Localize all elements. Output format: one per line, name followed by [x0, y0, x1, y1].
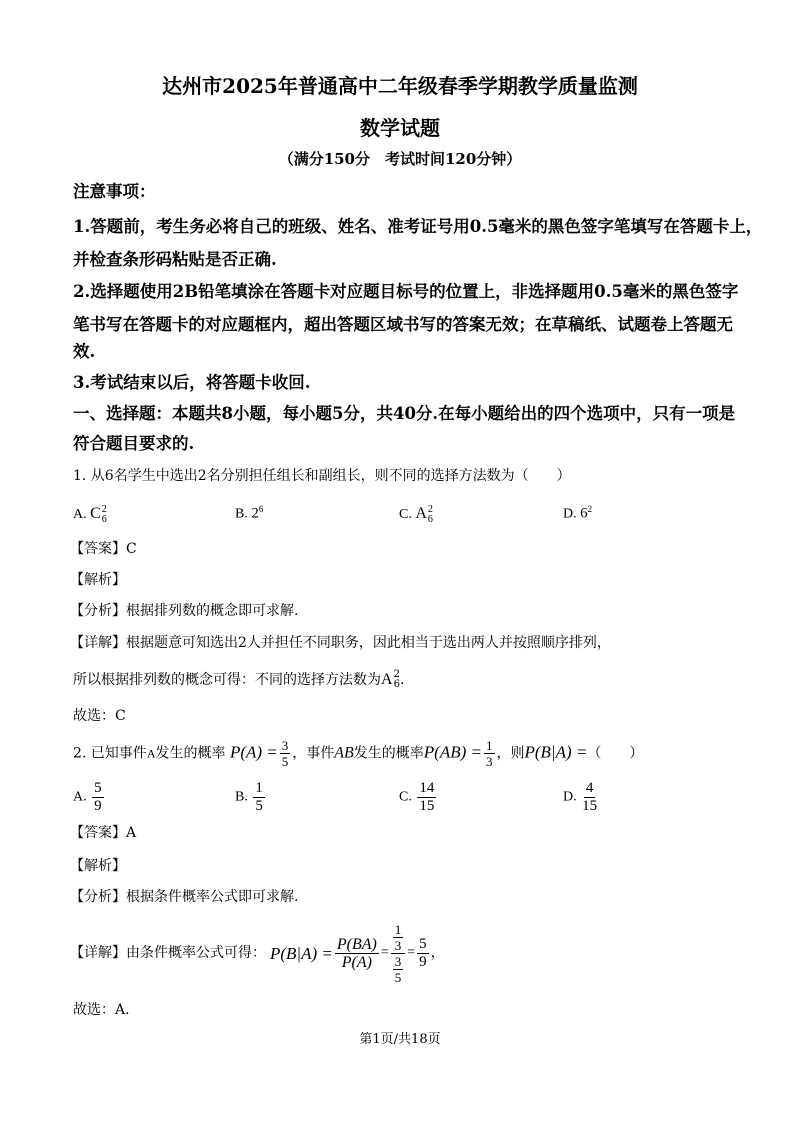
q2-detail [70, 918, 445, 988]
math-sup: 2 [393, 669, 400, 680]
fraction [484, 738, 495, 769]
math-sub: 6 [393, 679, 400, 690]
denominator: 3 [394, 937, 402, 953]
notice-line: 3.考试结束以后，将答题卡收回. [73, 373, 311, 392]
detail-text: 【详解】由条件概率公式可得： [70, 945, 266, 961]
page-number: 第1页/共18页 [359, 1032, 441, 1047]
option-sup: 2 [101, 504, 107, 515]
numerator: 1 [486, 738, 493, 753]
q1-conclusion: 故选：C [73, 708, 126, 724]
question-1-stem: 1. 从6名学生中选出2名分别担任组长和副组长，则不同的选择方法数为（ ） [73, 468, 571, 484]
option-sup: 6 [258, 504, 264, 514]
denominator: 3 [486, 754, 493, 769]
denominator: 5 [255, 798, 263, 814]
denominator: 5 [281, 754, 289, 769]
q1-option-a [73, 505, 107, 525]
stem-text: 发生的概率 [353, 745, 424, 762]
q2-fenxi: 【分析】根据条件概率公式即可求解. [70, 889, 299, 905]
numerator: 3 [281, 738, 289, 753]
option-base: A [415, 505, 427, 523]
denominator: 9 [94, 798, 102, 814]
option-label: D. [563, 789, 577, 805]
math-pab: P(AB) = [423, 742, 482, 762]
option-label: B. [235, 789, 248, 805]
option-base: 2 [251, 505, 259, 522]
q1-option-b [235, 505, 263, 522]
fraction [253, 780, 265, 815]
q1-detail: 【详解】根据题意可知选出2人并担任不同职务，因此相当于选出两人并按照顺序排列， [70, 635, 611, 651]
math-lhs: P(B|A) = [270, 943, 333, 963]
notice-line: 笔书写在答题卡的对应题框内，超出答题区域书写的答案无效；在草稿纸、试题卷上答题无 [73, 315, 733, 334]
q1-answer: 【答案】C [70, 541, 137, 557]
option-base: 6 [580, 505, 588, 522]
q1-fenxi: 【分析】根据排列数的概念即可求解. [70, 603, 299, 619]
q2-option-a [73, 780, 106, 815]
fraction [582, 780, 597, 815]
q2-option-c [399, 780, 438, 815]
numerator: 4 [585, 780, 594, 796]
stem-text: （ ） [587, 745, 644, 762]
section-heading: 符合题目要求的. [73, 434, 195, 453]
option-label: B. [235, 506, 248, 522]
option-sub: 6 [427, 514, 433, 525]
exam-title: 达州市2025年普通高中二年级春季学期教学质量监测 [162, 74, 638, 98]
denominator: 15 [419, 798, 435, 814]
denominator: 5 [394, 969, 402, 985]
option-label: D. [563, 506, 577, 522]
equals: = [380, 945, 389, 960]
notice-line: 1.答题前，考生务必将自己的班级、姓名、准考证号用0.5毫米的黑色签字笔填写在答题卡上， [73, 217, 763, 236]
fraction [417, 780, 436, 815]
denominator: 15 [582, 798, 598, 814]
option-sup: 2 [587, 504, 593, 514]
fraction [393, 954, 404, 985]
math-base: A [381, 671, 393, 688]
math-ab: AB [334, 744, 354, 762]
fraction [335, 936, 379, 971]
q1-analysis-tag: 【解析】 [70, 572, 126, 588]
option-label: C. [399, 789, 412, 805]
q2-conclusion: 故选：A. [73, 1002, 130, 1018]
question-2-stem [73, 738, 643, 769]
stem-text: 2. 已知事件 [73, 745, 147, 762]
option-sub: 6 [101, 514, 107, 525]
stem-event: A [146, 746, 156, 761]
numerator: 1 [255, 780, 263, 796]
stem-text: ，事件 [292, 745, 335, 762]
detail-end: ， [430, 945, 445, 961]
q2-answer: 【答案】A [70, 825, 137, 841]
q2-option-b [235, 780, 267, 815]
equals: = [407, 945, 416, 960]
option-base: C [90, 505, 101, 523]
notice-heading: 注意事项： [73, 182, 156, 201]
notice-line: 并检查条形码粘贴是否正确. [73, 250, 277, 269]
q2-analysis-tag: 【解析】 [70, 858, 126, 874]
numerator: 5 [419, 935, 427, 952]
numerator: 5 [94, 780, 102, 796]
section-heading: 一、选择题：本题共8小题，每小题5分，共40分.在每小题给出的四个选项中，只有一项是 [73, 404, 736, 423]
q1-option-c [399, 505, 433, 525]
q1-detail-2 [73, 670, 404, 690]
notice-line: 效. [73, 342, 96, 361]
option-sup: 2 [427, 504, 433, 515]
denominator: P(A) [341, 953, 372, 971]
notice-line: 2.选择题使用2B铅笔填涂在答题卡对应题目标号的位置上，非选择题用0.5毫米的黑色签字 [73, 282, 739, 301]
math-end: . [399, 672, 405, 688]
numerator [391, 922, 406, 953]
numerator: 3 [394, 953, 402, 969]
math-pa: P(A) = [229, 742, 278, 762]
complex-fraction [391, 922, 406, 985]
stem-text: ，则 [496, 745, 525, 762]
stem-text: 发生的概率 [155, 745, 226, 762]
option-label: C. [399, 507, 412, 523]
option-label: A. [73, 789, 87, 805]
numerator: 1 [394, 921, 402, 937]
fraction [92, 780, 104, 815]
numerator: P(BA) [336, 935, 377, 953]
fraction [393, 922, 404, 953]
exam-meta: （满分150分 考试时间120分钟） [278, 150, 522, 168]
numerator: 14 [419, 780, 435, 796]
fraction [280, 738, 291, 769]
fraction [417, 936, 429, 971]
denominator: 9 [419, 953, 427, 970]
option-label: A. [73, 507, 87, 523]
math-pba: P(B|A) = [524, 742, 588, 762]
detail-text: 所以根据排列数的概念可得：不同的选择方法数为 [73, 672, 381, 688]
q2-option-d [563, 780, 599, 815]
q1-option-d [563, 505, 592, 522]
subject-title: 数学试题 [360, 116, 440, 140]
